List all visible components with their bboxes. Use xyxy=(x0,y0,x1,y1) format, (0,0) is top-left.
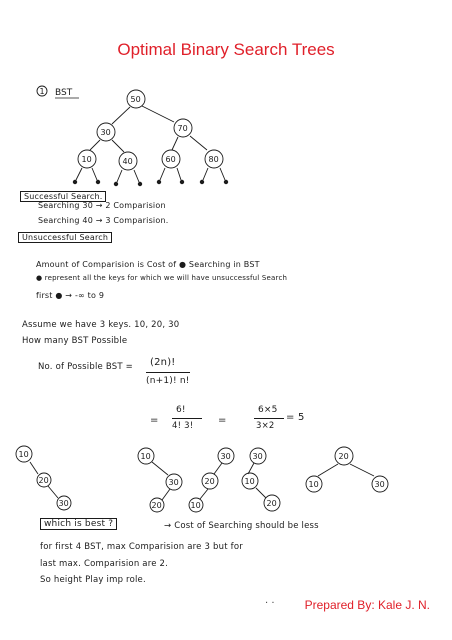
edge xyxy=(350,464,374,476)
fraction-bar xyxy=(172,418,202,419)
leaf-dot xyxy=(200,180,204,184)
which-best-note: → Cost of Searching should be less xyxy=(164,521,319,531)
amount-line3: first ● → -∞ to 9 xyxy=(36,291,105,300)
edge-50-30 xyxy=(112,107,130,124)
page-title: Optimal Binary Search Trees xyxy=(117,40,335,59)
node-label: 30 xyxy=(374,480,385,489)
leaf-dot xyxy=(180,180,184,184)
amount-line2: ● represent all the keys for which we will have unsuccessful Search xyxy=(36,274,288,282)
leaf-edge xyxy=(92,168,97,180)
edge xyxy=(318,464,338,476)
node-label: 30 xyxy=(220,452,231,461)
edge-70-80 xyxy=(190,136,207,150)
assume-line1: Assume we have 3 keys. 10, 20, 30 xyxy=(22,320,180,330)
unsuccessful-search-label: Unsuccessful Search xyxy=(18,232,112,243)
edge-30-40 xyxy=(112,140,124,152)
node-label: 10 xyxy=(18,450,29,459)
formula-eq2: = xyxy=(218,415,227,426)
node-label: 30 xyxy=(168,478,179,487)
assume-line2: How many BST Possible xyxy=(22,336,128,346)
node-label: 20 xyxy=(338,452,349,461)
node-label: 70 xyxy=(177,124,188,133)
leaf-dot xyxy=(114,182,118,186)
edge xyxy=(48,486,58,498)
formula-result: = 5 xyxy=(286,412,305,423)
node-label: 10 xyxy=(81,155,92,164)
formula-num2: 6! xyxy=(176,405,186,415)
edge xyxy=(30,462,38,474)
leaf-edge xyxy=(177,168,181,180)
leaf-dot xyxy=(73,180,77,184)
formula-eq1: = xyxy=(150,415,159,426)
edge xyxy=(256,488,266,498)
edge xyxy=(248,463,254,474)
node-label: 10 xyxy=(308,480,319,489)
node-label: 50 xyxy=(130,95,141,104)
leaf-dot xyxy=(96,180,100,184)
node-label: 20 xyxy=(204,477,215,486)
which-best-label: which is best ? xyxy=(40,518,117,530)
small-trees xyxy=(16,446,388,512)
leaf-edge xyxy=(160,168,165,180)
edge xyxy=(152,462,168,475)
formula-lhs: No. of Possible BST = xyxy=(38,362,133,372)
fraction-bar xyxy=(146,372,190,373)
bst-heading-group xyxy=(37,86,79,98)
formula-num3: 6×5 xyxy=(258,405,278,415)
node-label: 30 xyxy=(252,452,263,461)
leaf-dot xyxy=(138,182,142,186)
which-best-line3: last max. Comparision are 2. xyxy=(40,559,169,569)
node-label: 80 xyxy=(208,155,219,164)
edge-50-70 xyxy=(142,106,174,122)
footer-dots: · · xyxy=(265,598,275,609)
node-label: 20 xyxy=(38,476,49,485)
edge xyxy=(162,489,170,500)
which-best-line2: for first 4 BST, max Comparision are 3 but for xyxy=(40,542,243,552)
leaf-edge xyxy=(117,170,122,182)
edge xyxy=(214,463,222,474)
bst-bullet-number: 1 xyxy=(39,87,45,96)
leaf-edge xyxy=(220,168,225,180)
main-bst-labels xyxy=(82,95,219,166)
which-best-line4: So height Play imp role. xyxy=(40,575,146,585)
node-label: 30 xyxy=(58,499,69,508)
leaf-dot xyxy=(224,180,228,184)
node-label: 40 xyxy=(122,157,133,166)
edge-30-10 xyxy=(90,140,100,150)
leaf-dots xyxy=(73,180,228,186)
successful-search-line1: Searching 30 → 2 Comparision xyxy=(38,201,166,210)
successful-search-label: Successful Search. xyxy=(20,191,106,202)
footer-credit: Prepared By: Kale J. N. xyxy=(304,598,430,612)
node-label: 10 xyxy=(244,477,255,486)
formula-den3: 3×2 xyxy=(256,421,275,431)
leaf-edge xyxy=(134,170,139,182)
leaf-edge xyxy=(203,168,208,180)
formula-denominator: (n+1)! n! xyxy=(146,376,190,386)
edge-70-60 xyxy=(172,137,178,150)
node-label: 20 xyxy=(151,501,162,510)
leaf-dot xyxy=(157,180,161,184)
successful-search-line2: Searching 40 → 3 Comparision. xyxy=(38,216,169,225)
amount-line1: Amount of Comparision is Cost of ● Searching in BST xyxy=(36,260,260,269)
formula-numerator: (2n)! xyxy=(150,357,176,368)
edge xyxy=(200,489,208,499)
node-label: 30 xyxy=(100,128,111,137)
bst-heading: BST xyxy=(55,88,73,98)
node-label: 20 xyxy=(266,499,277,508)
main-bst xyxy=(76,90,225,182)
node-label: 10 xyxy=(140,452,151,461)
leaf-edge xyxy=(76,168,82,180)
formula-den2: 4! 3! xyxy=(172,421,194,431)
node-label: 10 xyxy=(190,501,201,510)
fraction-bar xyxy=(254,418,284,419)
node-label: 60 xyxy=(165,155,176,164)
